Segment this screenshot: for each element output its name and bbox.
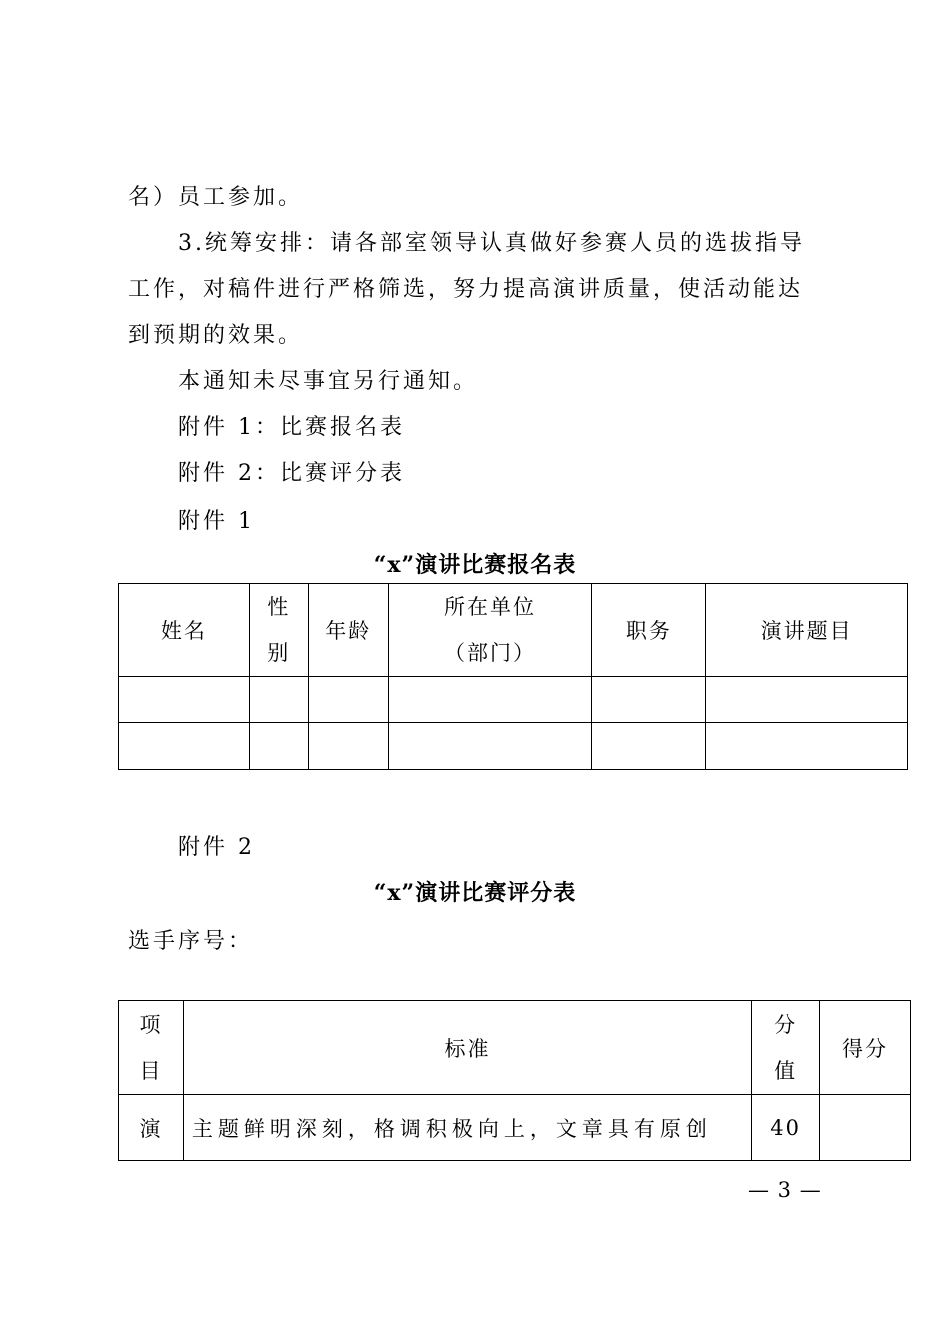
header-criteria: 标准: [183, 1001, 751, 1095]
paragraph-p2-line3: 到预期的效果。: [128, 323, 304, 348]
paragraph-p1: 名）员工参加。: [128, 185, 304, 210]
registration-cell[interactable]: [119, 723, 250, 770]
header-points-line1: 分: [774, 1012, 798, 1037]
header-position: 职务: [592, 584, 706, 677]
header-item-line2: 目: [139, 1058, 163, 1083]
registration-cell[interactable]: [308, 677, 388, 723]
registration-cell[interactable]: [249, 677, 308, 723]
table-row: [119, 1095, 911, 1161]
registration-cell[interactable]: [249, 723, 308, 770]
header-gender-line1: 性: [267, 595, 291, 619]
paragraph-p3: 本通知未尽事宜另行通知。: [178, 369, 479, 394]
scoring-table: [118, 1000, 911, 1161]
header-topic: 演讲题目: [706, 584, 908, 677]
scoring-header-row: [119, 1001, 911, 1095]
registration-cell[interactable]: [388, 677, 592, 723]
attachment-1-label: 附件 1: [178, 509, 255, 534]
header-unit-line2: （部门）: [444, 641, 537, 665]
paragraph-p2-line2: 工作，对稿件进行严格筛选，努力提高演讲质量，使活动能达: [128, 277, 804, 302]
registration-table-title: “x”演讲比赛报名表: [373, 552, 577, 578]
table-row: [119, 677, 908, 723]
header-unit-line1: 所在单位: [444, 595, 537, 619]
header-points: [752, 1001, 820, 1095]
registration-cell[interactable]: [119, 677, 250, 723]
header-gender-line2: 别: [267, 641, 291, 665]
header-points-line2: 值: [774, 1058, 798, 1083]
header-unit: [388, 584, 592, 677]
row-score[interactable]: [820, 1095, 911, 1161]
header-age: 年龄: [308, 584, 388, 677]
attachment-2-label: 附件 2: [178, 835, 255, 860]
paragraph-p2-line1: 3.统筹安排：请各部室领导认真做好参赛人员的选拔指导: [178, 231, 805, 256]
contestant-number-label: 选手序号：: [128, 929, 254, 954]
attachment-list-1: 附件 1：比赛报名表: [178, 415, 405, 440]
table-row: [119, 723, 908, 770]
registration-cell[interactable]: [308, 723, 388, 770]
registration-cell[interactable]: [388, 723, 592, 770]
header-name: 姓名: [119, 584, 250, 677]
row-criteria: 主题鲜明深刻，格调积极向上，文章具有原创: [183, 1095, 751, 1161]
scoring-table-title: “x”演讲比赛评分表: [373, 880, 577, 906]
row-points: 40: [752, 1095, 820, 1161]
registration-table: [118, 583, 908, 770]
header-gender: [249, 584, 308, 677]
page-number: — 3 —: [748, 1178, 822, 1202]
registration-cell[interactable]: [706, 677, 908, 723]
header-item-line1: 项: [139, 1012, 163, 1037]
registration-cell[interactable]: [706, 723, 908, 770]
header-score: 得分: [820, 1001, 911, 1095]
registration-cell[interactable]: [592, 723, 706, 770]
registration-header-row: [119, 584, 908, 677]
row-item: 演: [119, 1095, 184, 1161]
attachment-list-2: 附件 2：比赛评分表: [178, 461, 405, 486]
registration-cell[interactable]: [592, 677, 706, 723]
header-item: [119, 1001, 184, 1095]
